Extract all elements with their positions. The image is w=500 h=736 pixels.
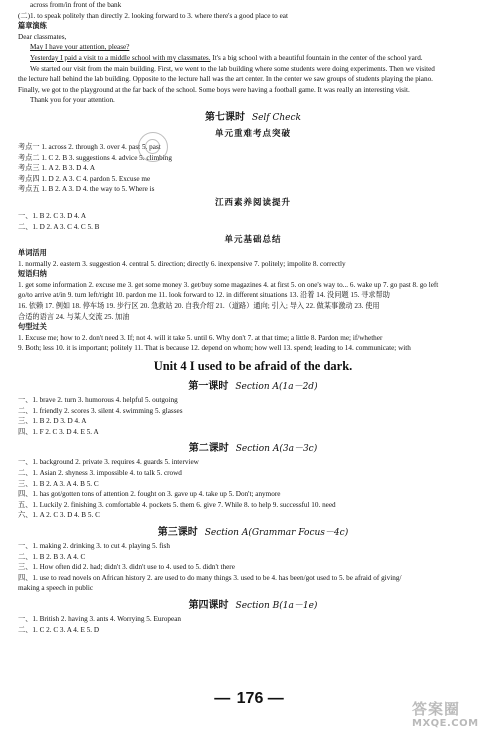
answer-line: 一、1. brave 2. turn 3. humorous 4. helpful 5. outgoing [18, 396, 178, 405]
letter-text: It's a big school with a beautiful fountain in the center of the school yard. [210, 53, 423, 62]
answer-line: across from/in front of the bank [30, 1, 122, 9]
subheading: 句型过关 [18, 323, 47, 332]
lesson-title-cn: 第一课时 [188, 381, 229, 393]
answer-line: 合适的语言 24. 与某人交流 25. 加油 [18, 312, 130, 321]
answer-line: 四、1. F 2. C 3. D 4. E 5. A [18, 427, 99, 436]
lesson-title-en: Section A(1a－2d) [235, 382, 318, 393]
stamp-mark [138, 132, 168, 162]
answer-line: 三、1. B 2. D 3. D 4. A [18, 417, 87, 426]
letter-line: Finally, we got to the playground at the far back of the school. Some boys were having a football game. It was really an interesting visit. [18, 85, 410, 94]
answer-line: 一、1. B 2. C 3. D 4. A [18, 211, 87, 220]
answer-page [18, 0, 488, 635]
answer-line: 考点四 1. D 2. A 3. C 4. pardon 5. Excuse me [18, 174, 151, 183]
answer-line: 三、1. How often did 2. had; didn't 3. didn't use to 4. used to 5. didn't there [18, 563, 235, 572]
answer-line: 二、1. Asian 2. shyness 3. impossible 4. to talk 5. crowd [18, 469, 182, 477]
lesson-title-en: Section A(3a－3c) [235, 444, 318, 455]
answer-line: 考点五 1. B 2. A 3. D 4. the way to 5. Where is [18, 185, 155, 194]
lesson-title-en: Section A(Grammar Focus－4c) [204, 527, 349, 538]
answer-line: 三、1. B 2. A 3. A 4. B 5. C [18, 479, 99, 488]
letter-line: the lecture hall behind the lab building. Opposite to the lecture hall was the art center. In the center we saw groups of students playing the piano. [18, 75, 433, 84]
answer-line: 二、1. friendly 2. scores 3. silent 4. swimming 5. glasses [18, 406, 183, 415]
subheading: 单词活用 [18, 249, 47, 258]
logo-text: 答案圈 [412, 700, 461, 718]
answer-line: 一、1. background 2. private 3. requires 4. guards 5. interview [18, 458, 199, 467]
answer-line: 二、1. C 2. C 3. A 4. E 5. D [18, 625, 100, 634]
answer-line: 考点三 1. A 2. B 3. D 4. A [18, 164, 96, 173]
answer-line: go/to arrive at/in 9. turn left/right 10. pardon me 11. look forward to 12. in different situations 13. 沿着 14. 没问题 15. 寻求帮助 [18, 291, 390, 300]
answer-line: 一、1. making 2. drinking 3. to cut 4. playing 5. fish [18, 541, 170, 550]
lesson-title-cn: 第二课时 [188, 443, 229, 455]
watermark-logo [412, 700, 496, 734]
page-number-value: 176 [236, 690, 264, 707]
lesson-title-cn: 第七课时 [204, 111, 245, 123]
answer-line: 考点二 1. C 2. B 3. suggestions 4. advice 5. climbing [18, 153, 172, 162]
answer-line: (二)1. to speak politely than directly 2. looking forward to 3. where there's a good place to eat [18, 11, 288, 20]
section-subtitle: 江西素养阅读提升 [214, 197, 291, 208]
letter-line [18, 53, 488, 64]
answer-line: 二、1. B 2. B 3. A 4. C [18, 552, 86, 561]
answer-line: making a speech in public [18, 584, 94, 593]
lesson-title [18, 379, 488, 395]
letter-closing: Thank you for your attention. [30, 96, 115, 105]
answer-line: 1. Excuse me; how to 2. don't need 3. If; not 4. will it take 5. until 6. Why don't 7. at that time; a little 8. Pardon me; if/whether [18, 333, 383, 342]
logo-domain: MXQE.COM [412, 718, 479, 729]
answer-line: 1. normally 2. eastern 3. suggestion 4. central 5. direction; directly 6. inexpensive 7. politely; impolite 8. correctly [18, 259, 346, 268]
section-subtitle: 单元重难考点突破 [214, 128, 291, 139]
lesson-title-en: Self Check [251, 112, 302, 123]
answer-line: 四、1. use to read novels on African history 2. are used to do many things 3. used to be 4. has been/got used to 5. be afraid of giving/ [18, 573, 402, 582]
letter-line: May I have your attention, please? [30, 43, 130, 52]
answer-line: 二、1. D 2. A 3. C 4. C 5. B [18, 222, 100, 231]
lesson-title [18, 441, 488, 457]
answer-line: 考点一 1. across 2. through 3. over 4. past 5. past [18, 142, 161, 151]
section-subtitle: 单元基础总结 [224, 235, 282, 246]
unit-title: Unit 4 I used to be afraid of the dark. [153, 359, 353, 374]
answer-line: 六、1. A 2. C 3. D 4. B 5. C [18, 511, 100, 520]
underlined-sentence: Yesterday I paid a visit to a middle school with my classmates. [30, 53, 211, 62]
letter-salutation: Dear classmates, [18, 32, 67, 41]
answer-line: 五、1. Luckily 2. finishing 3. comfortable 4. pockets 5. them 6. give 7. While 8. to help 9. successful 10. need [18, 500, 336, 509]
answer-line: 9. Both; less 10. it is important; politely 11. That is because 12. depend on whom; how well 13. spend; leading to 14. communicate; with [18, 344, 411, 353]
answer-line: 一、1. British 2. having 3. ants 4. Worrying 5. European [18, 614, 181, 623]
lesson-title [18, 598, 488, 614]
lesson-title-cn: 第四课时 [188, 599, 229, 611]
letter-line: We started our visit from the main building. First, we went to the lab building where some students were doing experiments. Then we visited [30, 64, 435, 73]
lesson-title [18, 525, 488, 541]
subheading: 篇章演练 [18, 22, 47, 31]
answer-line: 16. 依赖 17. 例如 18. 停车场 19. 步行区 20. 急救站 20. 自我介绍 21.（道路）通向; 引入; 导入 22. 做某事激动 23. 使用 [18, 302, 380, 311]
lesson-title-en: Section B(1a－1e) [235, 600, 318, 611]
page-number: — 176 — [214, 690, 286, 707]
subheading: 短语归纳 [18, 270, 47, 279]
lesson-title-cn: 第三课时 [157, 526, 198, 538]
lesson-title [18, 110, 488, 126]
answer-line: 1. get some information 2. excuse me 3. get some money 3. get/buy some magazines 4. at first 5. on one's way to... 6. wake up 7. go past 8. go left [18, 280, 439, 289]
answer-line: 四、1. has got/gotten tons of attention 2. fought on 3. gave up 4. take up 5. Don't; anymore [18, 490, 281, 499]
